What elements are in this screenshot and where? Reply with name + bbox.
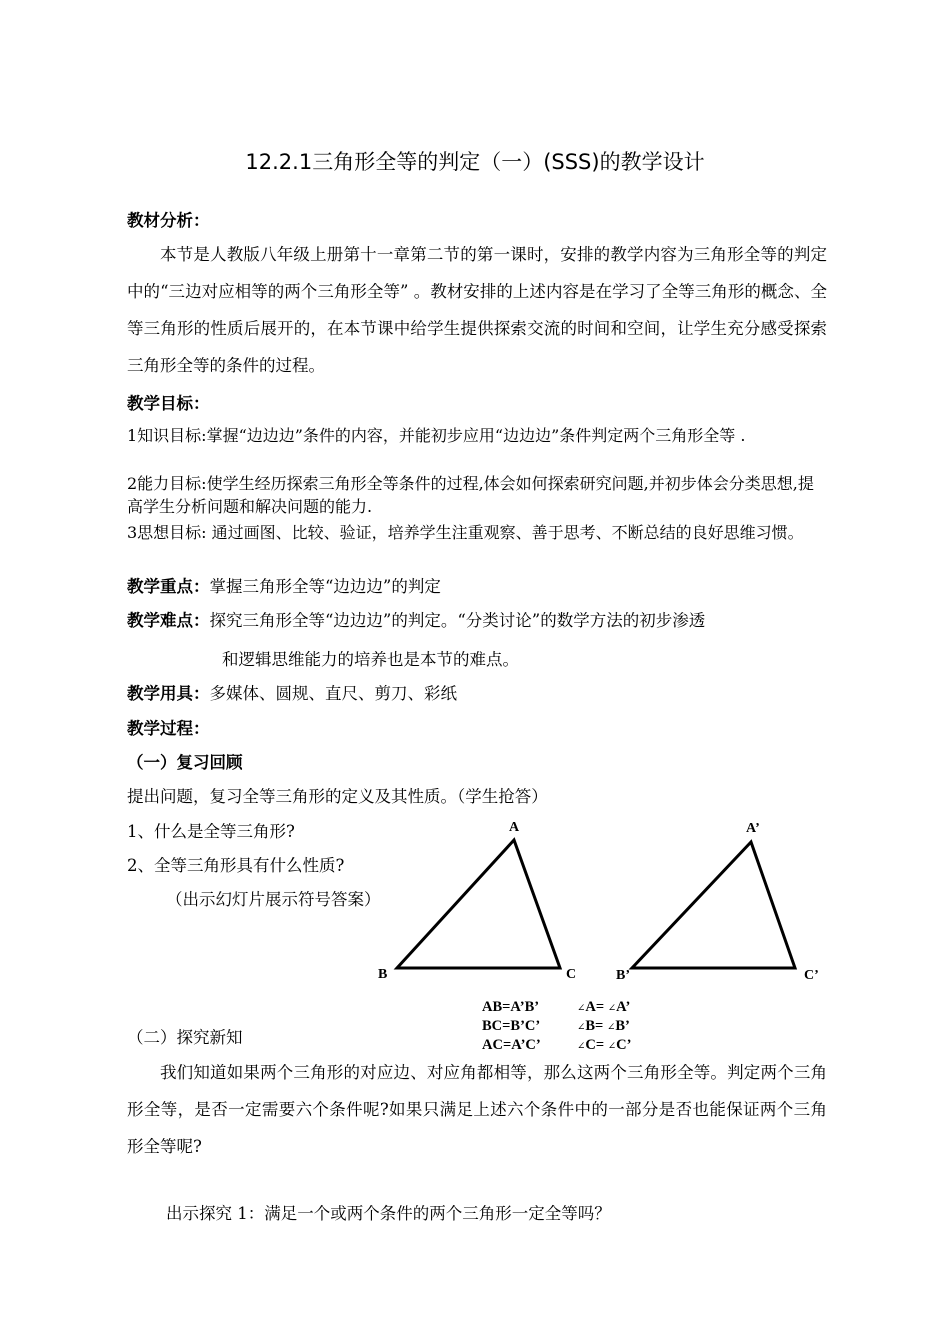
goal-item-thinking: 3思想目标: 通过画图、比较、验证，培养学生注重观察、善于思考、不断总结的良好思维习惯。 bbox=[127, 523, 804, 542]
side-equality-ab: AB=A’B’ bbox=[482, 999, 540, 1015]
angle-icon: ∠ bbox=[577, 1041, 586, 1052]
key-point-label: 教学重点： bbox=[127, 577, 210, 596]
goal-item-ability: 2能力目标:使学生经历探索三角形全等条件的过程,体会如何探索研究问题,并初步体会分类思想,提高学生分析问题和解决问题的能力. bbox=[127, 474, 814, 516]
vertex-b-label: B bbox=[378, 967, 388, 982]
angle-equality-a: ∠A= ∠A’ bbox=[577, 999, 631, 1015]
side-equality-ac: AC=A’C’ bbox=[482, 1037, 541, 1053]
explore-task-1: 出示探究 1：满足一个或两个条件的两个三角形一定全等吗？ bbox=[166, 1204, 611, 1223]
tools-label: 教学用具： bbox=[127, 684, 210, 703]
vertex-a-prime-label: A’ bbox=[746, 821, 760, 836]
explore-paragraph: 我们知道如果两个三角形的对应边、对应角都相等，那么这两个三角形全等。判定两个三角形全等，是否一定需要六个条件呢?如果只满足上述六个条件中的一部分是否也能保证两个三角形全等呢? bbox=[127, 1063, 827, 1156]
tools-text: 多媒体、圆规、直尺、剪刀、彩纸 bbox=[209, 684, 457, 703]
review-intro: 提出问题，复习全等三角形的定义及其性质。（学生抢答） bbox=[127, 787, 548, 806]
process-heading: 教学过程： bbox=[127, 719, 210, 738]
difficulty-label: 教学难点： bbox=[127, 611, 210, 630]
triangle-abc bbox=[397, 840, 560, 968]
angle-icon: ∠ bbox=[607, 1041, 617, 1052]
difficulty-line2: 和逻辑思维能力的培养也是本节的难点。 bbox=[222, 650, 519, 669]
page-title: 12.2.1三角形全等的判定（一）(SSS)的教学设计 bbox=[245, 150, 705, 174]
material-paragraph: 本节是人教版八年级上册第十一章第二节的第一课时，安排的教学内容为三角形全等的判定中的“三边对应相等的两个三角形全等” 。教材安排的上述内容是在学习了全等三角形的概念、全等三角形的性质后展开的，在本节课中给学生提供探索交流的时间和空间，让学生充分感受探索三角形全等的条件的过程。 bbox=[127, 245, 827, 375]
review-question-2: 2、全等三角形具有什么性质? bbox=[127, 856, 345, 875]
goal-item-knowledge: 1知识目标:掌握“边边边”条件的内容，并能初步应用“边边边”条件判定两个三角形全等 . bbox=[127, 426, 746, 445]
key-point-text: 掌握三角形全等“边边边”的判定 bbox=[209, 577, 441, 596]
vertex-c-label: C bbox=[566, 967, 577, 982]
review-note: （出示幻灯片展示符号答案） bbox=[166, 890, 381, 909]
review-heading: （一）复习回顾 bbox=[127, 753, 243, 772]
angle-equality-b: ∠B= ∠B’ bbox=[577, 1018, 630, 1034]
triangle-abc-prime bbox=[632, 842, 795, 968]
material-heading: 教材分析： bbox=[127, 211, 210, 230]
vertex-b-prime-label: B’ bbox=[616, 968, 630, 983]
angle-icon: ∠ bbox=[607, 1003, 617, 1014]
angle-icon: ∠ bbox=[577, 1022, 586, 1033]
angle-equality-c: ∠C= ∠C’ bbox=[577, 1037, 632, 1053]
vertex-c-prime-label: C’ bbox=[804, 968, 819, 983]
side-equality-bc: BC=B’C’ bbox=[482, 1018, 541, 1034]
explore-heading: （二）探究新知 bbox=[127, 1028, 243, 1047]
vertex-a-label: A bbox=[509, 820, 520, 835]
difficulty-line1: 探究三角形全等“边边边”的判定。“分类讨论”的数学方法的初步渗透 bbox=[209, 611, 706, 630]
review-question-1: 1、什么是全等三角形? bbox=[127, 822, 295, 841]
goals-heading: 教学目标： bbox=[127, 394, 210, 413]
angle-icon: ∠ bbox=[577, 1003, 586, 1014]
angle-icon: ∠ bbox=[606, 1022, 616, 1033]
